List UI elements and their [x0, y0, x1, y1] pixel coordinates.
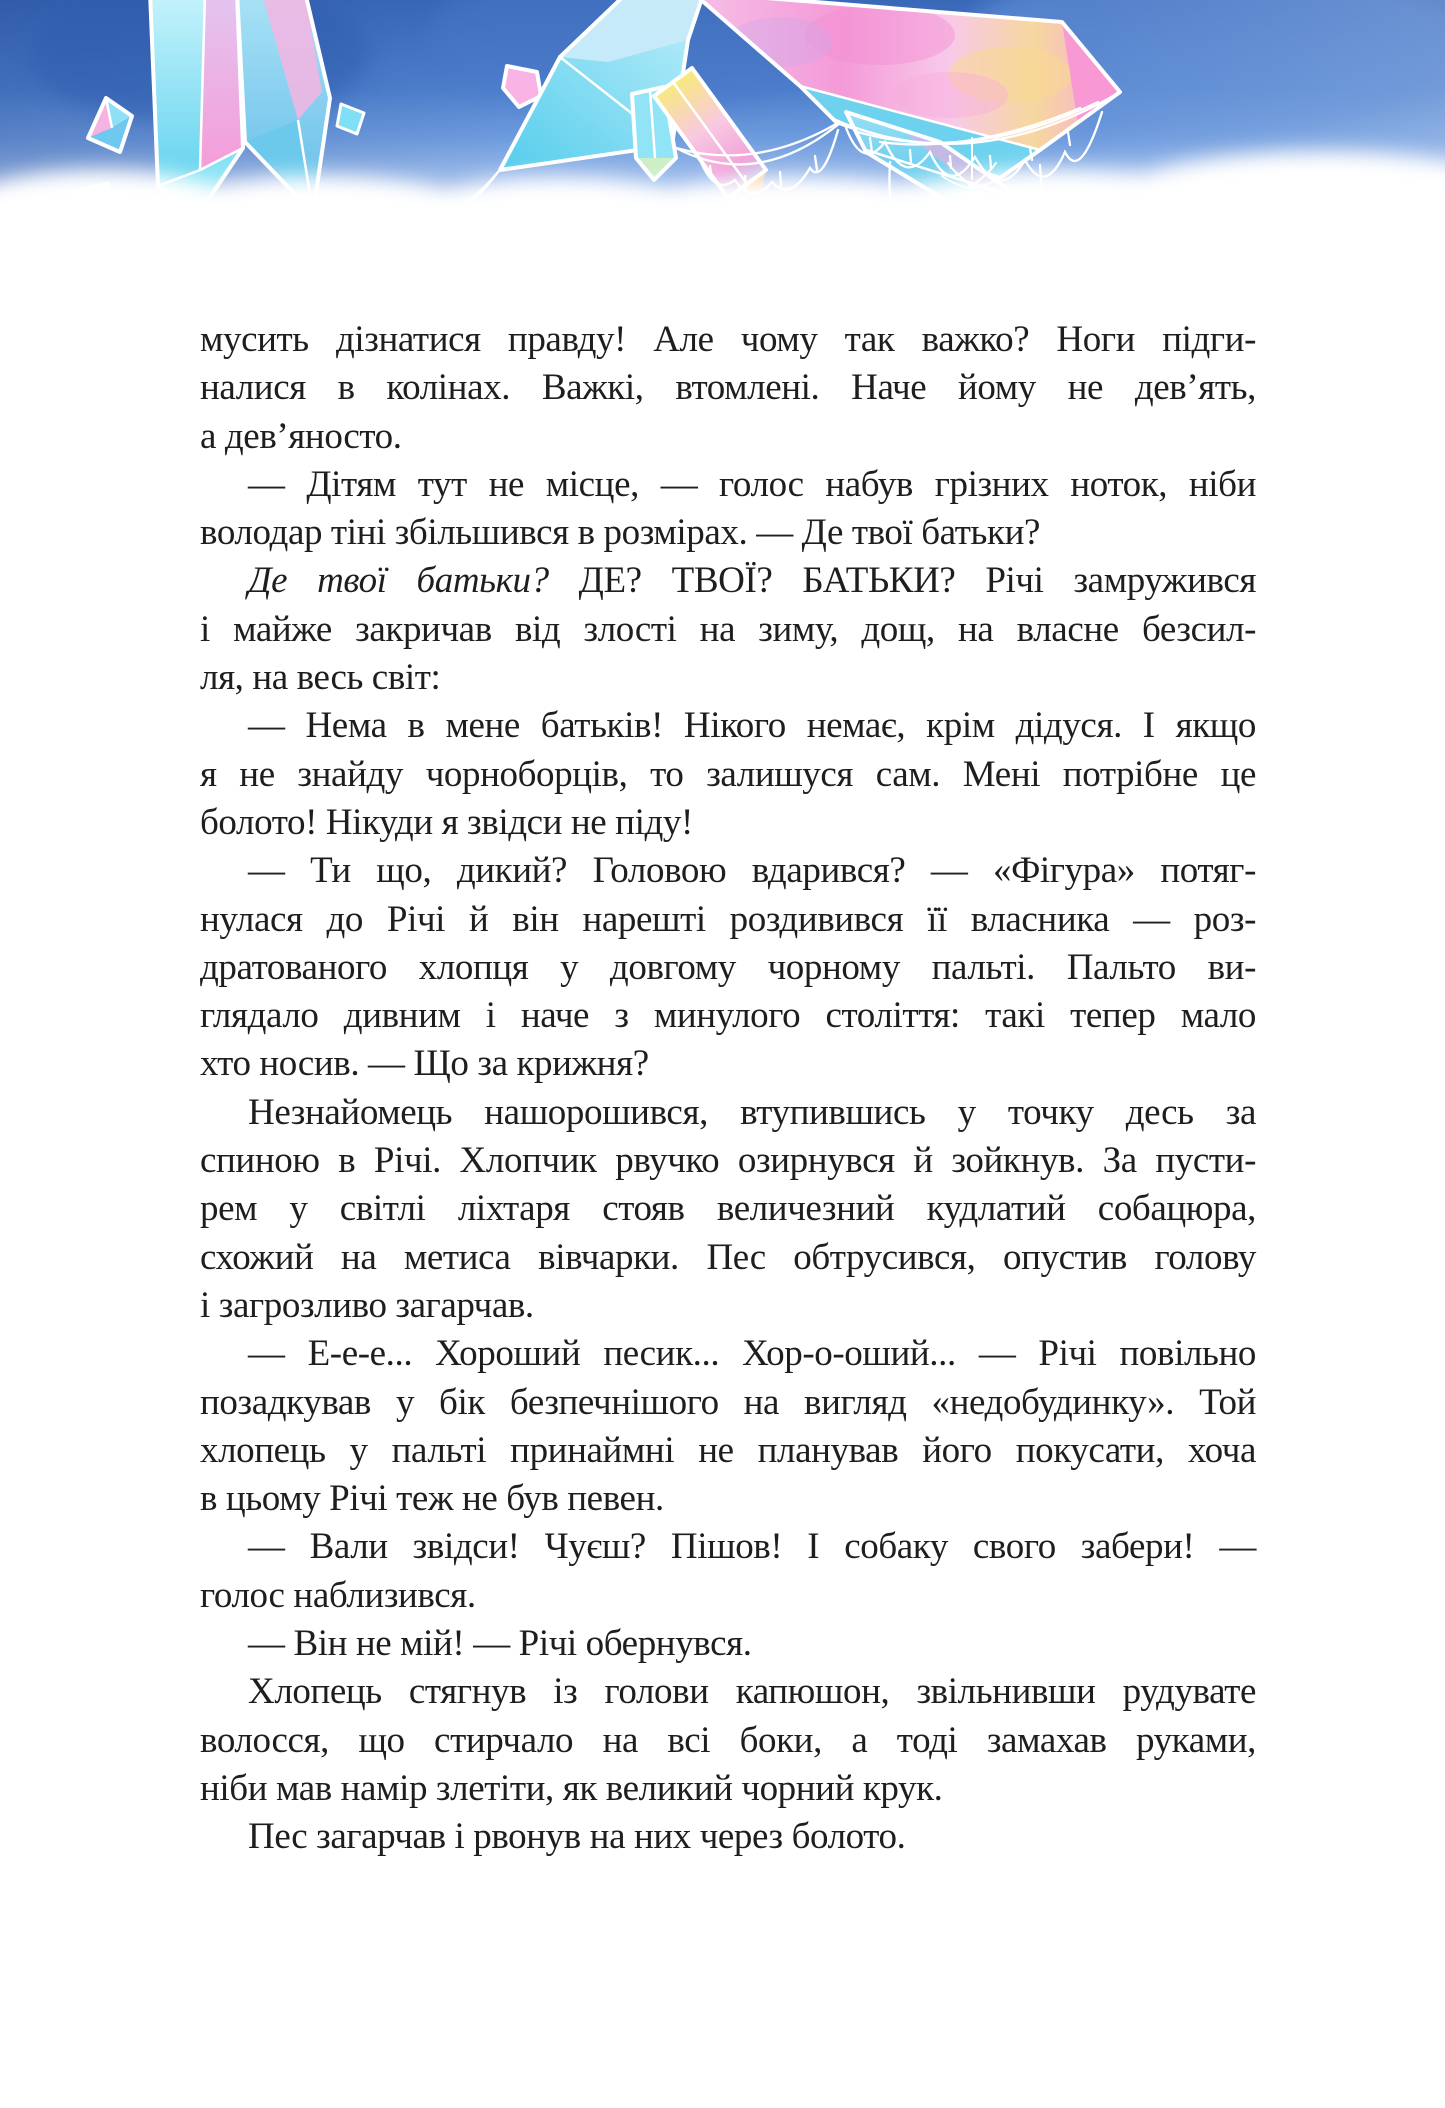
text-run: дратованого хлопця у довгому чорному пальті. Пальто ви-	[200, 946, 1256, 988]
text-line	[200, 1572, 1256, 1620]
text-line	[200, 1234, 1256, 1282]
text-run: волосся, що стирчало на всі боки, а тоді замахав руками,	[200, 1719, 1256, 1761]
text-line	[200, 1330, 1256, 1378]
text-run: Пес загарчав і рвонув на них через болото.	[248, 1816, 906, 1858]
text-run: — Вали звідси! Чуєш? Пішов! І собаку свого забери! —	[248, 1526, 1256, 1568]
paragraph	[200, 316, 1256, 461]
paragraph	[200, 1620, 1256, 1668]
paragraph	[200, 847, 1256, 1088]
text-run-italic: Де твої батьки?	[248, 560, 549, 602]
text-line	[200, 1717, 1256, 1765]
text-line	[200, 1282, 1256, 1330]
text-run: рем у світлі ліхтаря стояв величезний кудлатий собацюра,	[200, 1188, 1256, 1230]
paragraph	[200, 1668, 1256, 1813]
text-run: хто носив. — Що за крижня?	[200, 1043, 649, 1085]
paragraph	[200, 702, 1256, 847]
header-illustration	[0, 0, 1445, 225]
text-run: володар тіні збільшився в розмірах. — Де твої батьки?	[200, 512, 1040, 554]
text-line	[200, 1475, 1256, 1523]
text-line	[200, 1137, 1256, 1185]
text-line	[200, 606, 1256, 654]
text-line	[200, 1765, 1256, 1813]
text-run: голос наблизився.	[200, 1574, 476, 1616]
text-run: Незнайомець нашорошився, втупившись у точку десь за	[248, 1091, 1256, 1133]
text-line	[200, 413, 1256, 461]
text-run: а дев’яносто.	[200, 415, 402, 457]
text-block	[200, 316, 1256, 1862]
text-run: ніби мав намір злетіти, як великий чорний крук.	[200, 1767, 943, 1809]
text-run: ля, на весь світ:	[200, 657, 441, 699]
paragraph	[200, 461, 1256, 558]
text-run: мусить дізнатися правду! Але чому так важко? Ноги підги-	[200, 319, 1256, 360]
paragraph	[200, 1330, 1256, 1523]
text-line	[200, 944, 1256, 992]
text-line	[200, 1427, 1256, 1475]
text-run: хлопець у пальті принаймні не планував його покусати, хоча	[200, 1429, 1256, 1471]
text-run: і загрозливо загарчав.	[200, 1284, 534, 1326]
text-run: глядало дивним і наче з минулого століття: такі тепер мало	[200, 995, 1256, 1037]
text-line	[200, 992, 1256, 1040]
text-line	[200, 461, 1256, 509]
text-run: і майже закричав від злості на зиму, дощ, на власне безсил-	[200, 608, 1256, 650]
text-run: схожий на метиса вівчарки. Пес обтрусився, опустив голову	[200, 1236, 1256, 1278]
text-run: позадкував у бік безпечнішого на вигляд «недобудинку». Той	[200, 1381, 1256, 1423]
text-run: спиною в Річі. Хлопчик рвучко озирнувся й зойкнув. За пусти-	[200, 1140, 1256, 1182]
text-run: — Ти що, дикий? Головою вдарився? — «Фігура» потяг-	[248, 850, 1256, 892]
text-line	[200, 896, 1256, 944]
paragraph	[200, 1813, 1256, 1861]
text-line	[200, 847, 1256, 895]
text-line	[200, 1379, 1256, 1427]
text-line	[200, 509, 1256, 557]
text-run: болото! Нікуди я звідси не піду!	[200, 801, 693, 843]
text-line	[200, 751, 1256, 799]
text-run: я не знайду чорноборців, то залишуся сам. Мені потрібне це	[200, 753, 1256, 795]
text-run: нулася до Річі й він нарешті роздивився її власника — роз-	[200, 898, 1256, 940]
text-line	[200, 557, 1256, 605]
text-run: — Дітям тут не місце, — голос набув грізних ноток, ніби	[248, 463, 1256, 505]
text-line	[200, 1620, 1256, 1668]
text-line	[200, 1668, 1256, 1716]
text-line	[200, 316, 1256, 364]
text-run: — Е-е-е... Хороший песик... Хор-о-оший... — Річі повільно	[248, 1333, 1256, 1375]
text-run: — Він не мій! — Річі обернувся.	[248, 1623, 752, 1665]
text-line	[200, 1185, 1256, 1233]
text-line	[200, 364, 1256, 412]
text-run: в цьому Річі теж не був певен.	[200, 1478, 664, 1520]
paragraph	[200, 557, 1256, 702]
text-line	[200, 654, 1256, 702]
text-run: Хлопець стягнув із голови капюшон, звільнивши рудувате	[248, 1671, 1256, 1713]
text-line	[200, 1813, 1256, 1861]
paragraph	[200, 1523, 1256, 1620]
text-run: ДЕ? ТВОЇ? БАТЬКИ? Річі замружився	[548, 560, 1256, 602]
text-run: налися в колінах. Важкі, втомлені. Наче йому не дев’ять,	[200, 367, 1256, 409]
text-line	[200, 1089, 1256, 1137]
text-line	[200, 1040, 1256, 1088]
paragraph	[200, 1089, 1256, 1330]
text-line	[200, 1523, 1256, 1571]
text-run: — Нема в мене батьків! Нікого немає, крім дідуся. І якщо	[248, 705, 1256, 747]
text-line	[200, 799, 1256, 847]
text-line	[200, 702, 1256, 750]
